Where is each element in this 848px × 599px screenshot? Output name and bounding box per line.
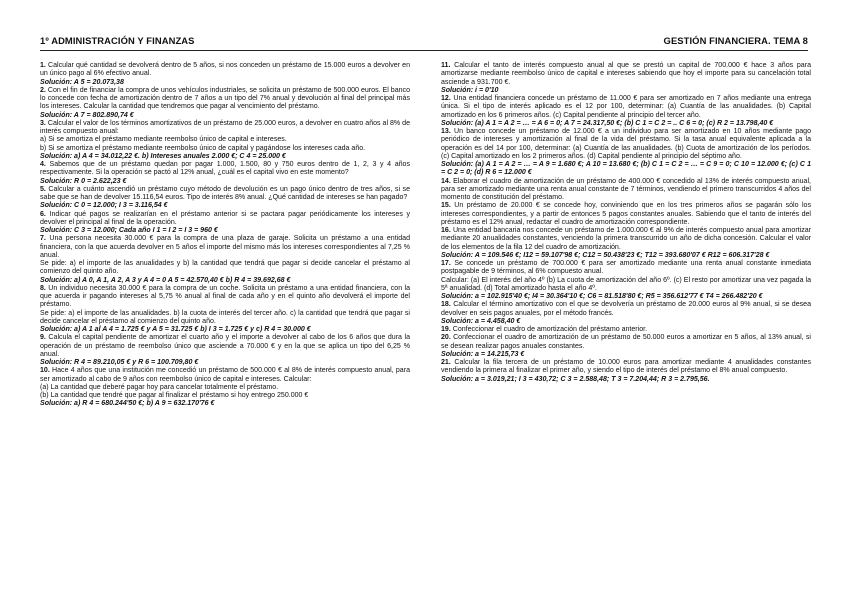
exercise-statement <box>40 87 410 112</box>
page-header <box>40 35 808 49</box>
exercise-number: 15. <box>441 202 451 210</box>
exercise-statement <box>441 301 811 318</box>
exercise-body: Se pide: a) el importe de las anualidades y b) la cantidad que tendrá que pagar si decide cancelar el préstamo al comienzo del quinto año. <box>40 260 410 276</box>
solution-line: Solución: R 4 = 89.210,05 € y R 6 = 100.709,80 € <box>40 359 199 366</box>
exercise-statement <box>441 326 811 334</box>
exercise-statement <box>40 334 410 359</box>
exercise-statement <box>40 235 410 260</box>
header-subject: GESTIÓN FINANCIERA. TEMA 8 <box>663 35 808 46</box>
exercise-statement <box>441 128 811 161</box>
solution-line: Solución: a = 3.019,21; I 3 = 430,72; C 3 = 2.588,48; T 3 = 7.204,44; R 3 = 2.795,56. <box>441 375 710 383</box>
exercise-statement <box>40 161 410 178</box>
exercise-body: Se concede un préstamo de 700.000 € para ser amortizado mediante una renta anual constante inmediata postpagable de 9 términos, al 6% compuesto anual. <box>441 260 811 276</box>
solution-line: Solución: a = 4.458,40 € <box>441 317 521 325</box>
exercise-text <box>40 260 410 277</box>
solution-line: Solución: (a) A 1 = A 2 = … = A 6 = 0; A 7 = 24.317,50 €; (b) C 1 = C 2 = .. C 6 = 0; (c) R 2 = 13.798,40 € <box>441 119 774 127</box>
exercise-statement <box>441 359 811 376</box>
solution-line: Solución: a = 14.215,73 € <box>441 350 525 358</box>
exercise-statement <box>441 227 811 252</box>
exercise-statement <box>40 62 410 79</box>
exercise-body: Calcular el tanto de interés compuesto anual al que se prestó un capital de 700.000 € hace 3 años para amortizarse mediante reembolso único de capital e intereses sabiendo que hoy el importe para su cancelación total asciende a 931.700 €. <box>441 62 811 86</box>
right-column <box>441 62 811 384</box>
exercise-body: Calcula el capital pendiente de amortizar el cuarto año y el importe a devolver al cabo de los 6 años que dura la operación de un préstamo de reembolso único que asciende a 70.000 € y en la que se aplica un tipo del 6,25 % anual. <box>40 334 410 358</box>
exercise-text <box>40 310 410 327</box>
exercise-body: Calcular la fila tercera de un préstamo de 10.000 euros para amortizar mediante 4 anualidades constantes vendiendo la primera al finalizar el primer año, y siendo el tipo de interés del préstamo el 8% anual compuesto. <box>441 359 811 375</box>
exercise-number: 21. <box>441 359 451 366</box>
exercise-statement <box>40 120 410 137</box>
solution-line: Solución: R 0 = 2.622,23 € <box>40 177 127 185</box>
header-rule <box>40 50 808 51</box>
exercise-number: 1. <box>40 62 46 69</box>
exercise-number: 2. <box>40 86 46 94</box>
solution-line: Solución: i = 0'10 <box>441 86 499 94</box>
exercise-body: Con el fin de financiar la compra de unos vehículos industriales, se solicita un préstamo de 500.000 euros. El banco lo concede con fecha de amortización dentro de 7 años a un tipo del 7% anual y devolución al final del principal más los intereses. Calcular la cantidad que tendremos que pagar al vencimiento del préstamo. <box>40 86 410 111</box>
exercise-statement <box>441 334 811 351</box>
exercise-statement <box>441 202 811 227</box>
solution-line: Solución: A = 109.546 €; I12 = 59.107'98 €; C12 = 50.438'23 €; T12 = 393.680'07 € R12 = 606.317'28 € <box>441 251 770 259</box>
solution-line: Solución: a) A 0, A 1, A 2, A 3 y A 4 = 0 A 5 = 42.570,40 € b) R 4 = 39.692,68 € <box>40 276 291 284</box>
exercise-body: Calcular: (a) El interés del año 4º (b) La cuota de amortización del año 6º. (c) El resto por amortizar una vez pagada la 5ª anualidad. (d) Total amortizado hasta el año 4º. <box>441 276 811 292</box>
exercise-number: 14. <box>441 177 451 185</box>
exercise-body: Una entidad financiera concede un préstamo de 11.000 € para ser amortizado en 7 años mediante una entrega única. Si el tipo de interés aplicado es el 12 por 100, determinar: (a) Cuantía de las anualidades. (b) Capital amortizado en los 6 primeros años. (c) Capital pendiente al principio del tercer año. <box>441 95 811 119</box>
exercise-body: Confeccionar el cuadro de amortización de un préstamo de 50.000 euros a amortizar en 5 años, al 13% anual, si se desean realizar pagos anuales constantes. <box>441 334 811 350</box>
exercise-text <box>40 384 410 392</box>
exercise-body: b) Si se amortiza el préstamo mediante reembolso único de capital y pagándose los intereses cada año. <box>40 144 366 152</box>
solution-line: Solución: a = 102.915'40 €; I4 = 30.364'10 €; C6 = 81.518'80 €; R5 = 356.612'77 € T4 = 266.482'20 € <box>441 293 763 300</box>
exercise-body: Calcular a cuánto ascendió un préstamo cuyo método de devolución es un pago único dentro de tres años, si se sabe que se han de devolver 15.116,54 euros. Tipo de interés 8% anual. ¿Qué cantidad de intereses se han pagado? <box>40 185 410 201</box>
exercise-number: 18. <box>441 301 451 309</box>
exercise-body: Una entidad bancaria nos concede un préstamo de 1.000.000 € al 9% de interés compuesto anual para amortizar mediante 20 anualidades constantes, venciendo la primera transcurrido un año de dicha concesión. Calcular el valor de los elementos de la fila 12 del cuadro de amortización. <box>441 227 811 251</box>
exercise-body: a) Si se amortiza el préstamo mediante reembolso único de capital e intereses. <box>40 136 287 144</box>
solution-line: Solución: (a) A 1 = A 2 = … = A 9 = 1.680 €; A 10 = 13.680 €; (b) C 1 = C 2 = … = C 9 = 0; C 10 = 12.000 €; (c) C 1 = C 2 = 0; (d) R 6 = 12.000 € <box>441 161 811 177</box>
exercise-number: 10. <box>40 367 50 375</box>
exercise-body: Se pide: a) el importe de las anualidades. b) la cuota de interés del tercer año. c) la cantidad que tendrá que pagar si decide cancelar el préstamo al comienzo del quinto año. <box>40 309 410 325</box>
exercise-body: Calcular el valor de los términos amortizativos de un préstamo de 25.000 euros, a devolver en cuatro años al 8% de interés compuesto anual: <box>40 119 410 135</box>
exercise-body: Hace 4 años que una institución me concedió un préstamo de 500.000 € al 8% de interés compuesto anual, para ser amortizado al cabo de 9 años con reembolso único de capital e intereses. Calcular: <box>40 367 410 383</box>
solution-line: Solución: a) R 4 = 680.244'50 €; b) A 9 = 632.170'76 € <box>40 400 215 408</box>
exercise-body: Un préstamo de 20.000 € se concede hoy, conviniendo que en los tres primeros años se pagarán sólo los intereses correspondientes, y a partir de entonces 5 pagos constantes anuales. Sabiendo que el tanto de interés del préstamo es el 12% anual, redactar el cuadro de amortización correspondiente. <box>441 202 811 226</box>
exercise-statement <box>441 95 811 120</box>
solution-line: Solución: C 3 = 12.000; Cada año I 1 = I 2 = I 3 = 960 € <box>40 227 218 234</box>
solution-line: Solución: C 0 = 12.000; I 3 = 3.116,54 € <box>40 202 168 210</box>
exercise-statement <box>40 211 410 228</box>
exercise-text <box>40 136 410 144</box>
solution-line: Solución: a) A 1 al A 4 = 1.725 € y A 5 = 31.725 € b) I 3 = 1.725 € y c) R 4 = 30.000 € <box>40 326 311 333</box>
exercise-statement <box>441 62 811 87</box>
exercise-number: 9. <box>40 334 46 342</box>
solution-line: Solución: a) A 4 = 34.012,22 €. b) Intereses anuales 2.000 €; C 4 = 25.000 € <box>40 152 286 160</box>
exercise-statement <box>40 367 410 384</box>
exercise-number: 20. <box>441 334 451 342</box>
exercise-body: Un individuo necesita 30.000 € para la compra de un coche. Solicita un préstamo a una entidad financiera, con la que acuerda ir pagando intereses al 5,75 % anual al final de cada año y en el quinto año devolverá el importe del préstamo. <box>40 284 410 309</box>
exercise-text <box>441 277 811 294</box>
exercise-number: 12. <box>441 95 451 102</box>
exercise-body: Calcular el término amortizativo con el que se devolvería un préstamo de 20.000 euros al 9% anual, si se desea devolver en seis pagos anuales, por el método francés. <box>441 301 811 317</box>
left-column <box>40 62 410 409</box>
exercise-statement <box>40 285 410 310</box>
exercise-number: 8. <box>40 284 46 292</box>
exercise-text <box>40 392 410 400</box>
exercise-number: 19. <box>441 326 451 333</box>
exercise-body: (a) La cantidad que deberé pagar hoy para cancelar totalmente el préstamo. <box>40 383 279 391</box>
header-course: 1º ADMINISTRACIÓN Y FINANZAS <box>40 35 195 46</box>
exercise-number: 3. <box>40 119 46 127</box>
solution-line: Solución: A 5 = 20.073,38 <box>40 78 124 86</box>
exercise-body: Elaborar el cuadro de amortización de un préstamo de 400.000 € concedido al 13% de interés compuesto anual, para ser amortizado mediante una renta anual constante de 7 términos, vendiendo el primero transcurridos 4 años del momento de constitución del préstamo. <box>441 177 811 201</box>
exercise-number: 17. <box>441 260 451 267</box>
exercise-number: 5. <box>40 185 46 193</box>
exercise-number: 11. <box>441 62 451 69</box>
exercise-body: Una persona necesita 30.000 € para la compra de una plaza de garaje. Solicita un préstamo a una entidad financiera, con la que acuerda devolver en 5 años el importe del mismo más los intereses correspondientes al 7,25 % anual. <box>40 235 410 259</box>
exercise-statement <box>441 178 811 203</box>
exercise-body: Indicar qué pagos se realizarían en el préstamo anterior si se pactara pagar periódicamente los intereses y devolver el principal al final de la operación. <box>40 210 410 226</box>
exercise-statement <box>441 260 811 277</box>
exercise-text <box>40 145 410 153</box>
exercise-body: (b) La cantidad que tendré que pagar al finalizar el préstamo si hoy entrego 250.000 € <box>40 392 309 399</box>
exercise-number: 7. <box>40 235 46 243</box>
exercise-number: 13. <box>441 128 451 135</box>
exercise-body: Un banco concede un préstamo de 12.000 € a un individuo para ser amortizado en 10 años mediante pago periódico de intereses y amortización al final de la vida del préstamo. Si la tasa anual equivalente aplicada a la operación es del 14 por 100, determinar: (a) Cuantía de las anualidades. (b) Cuota de amortización de los períodos. (c) Capital amortizado en los 2 primeros años. (d) Capital pendiente al principio del séptimo año. <box>441 128 811 160</box>
exercise-body: Sabemos que de un préstamo quedan por pagar 1.000, 1.500, 80 y 750 euros dentro de 1, 2, 3 y 4 años respectivamente. Si la operación se pactó al 12% anual, ¿cuál es el capital vivo en este momento? <box>40 161 410 177</box>
exercise-body: Confeccionar el cuadro de amortización del préstamo anterior. <box>450 326 648 333</box>
exercise-number: 16. <box>441 227 451 234</box>
exercise-statement <box>40 186 410 203</box>
exercise-number: 4. <box>40 161 46 168</box>
solution-line: Solución: A 7 = 802.890,74 € <box>40 111 134 119</box>
exercise-number: 6. <box>40 210 46 218</box>
exercise-body: Calcular qué cantidad se devolverá dentro de 5 años, si nos conceden un préstamo de 15.000 euros a devolver en un único pago al 6% efectivo anual. <box>40 62 410 78</box>
